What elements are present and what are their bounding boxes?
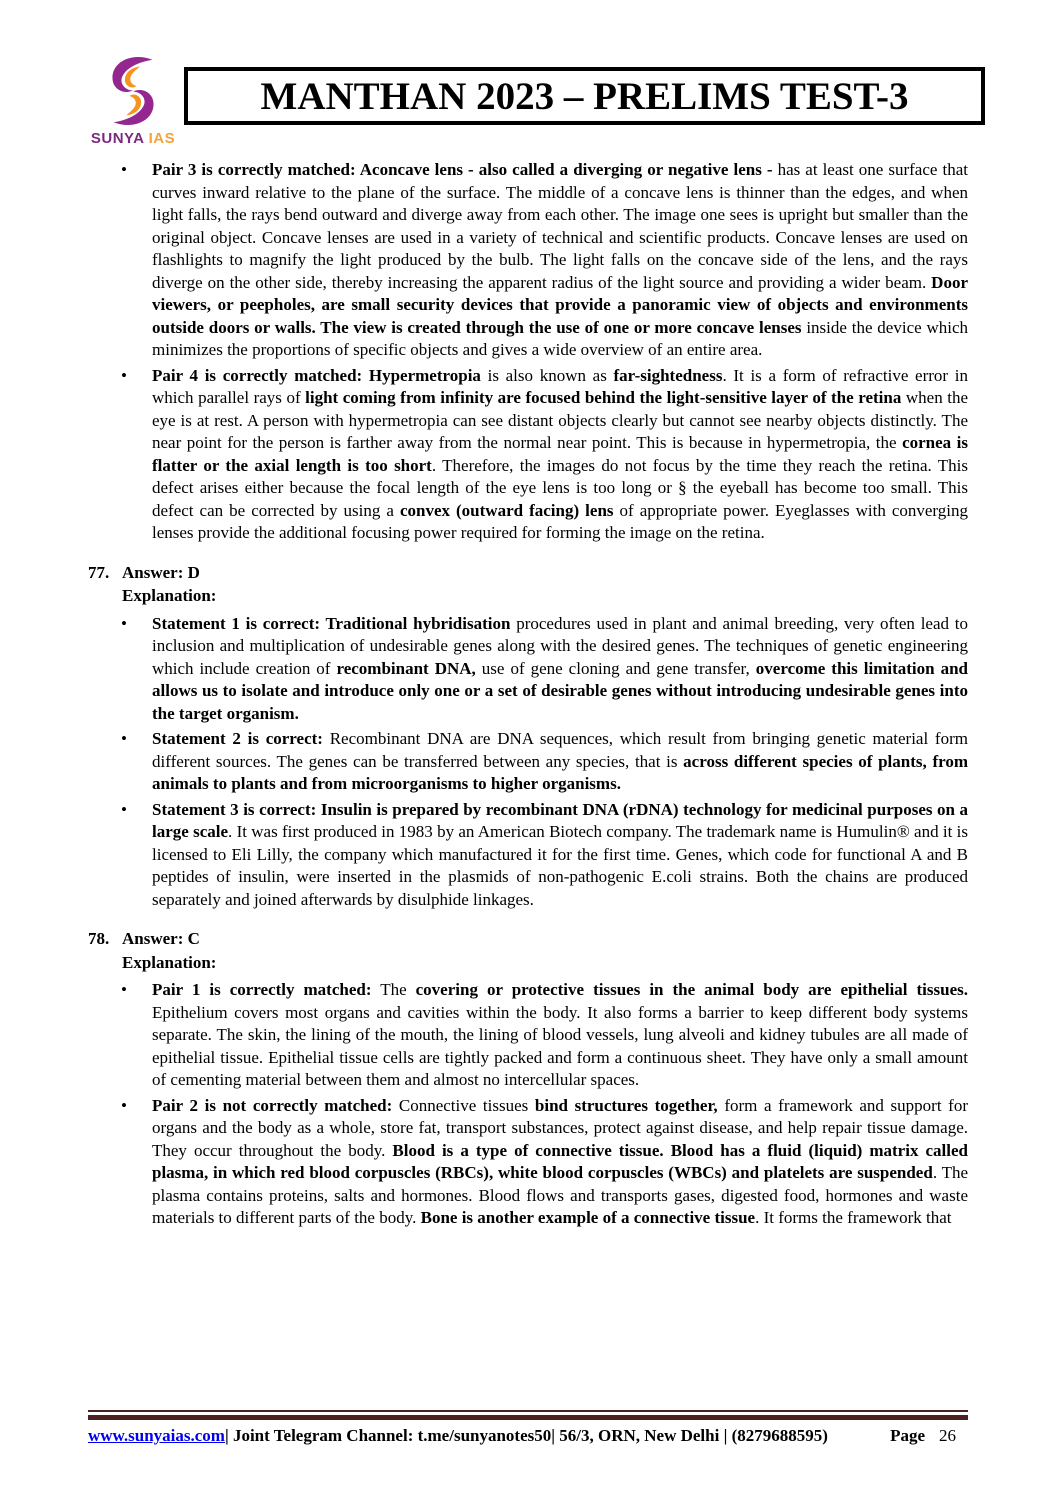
question-number: 78. <box>88 929 110 948</box>
list-item <box>152 799 968 912</box>
list-item <box>152 365 968 545</box>
footer-text-line <box>88 1425 968 1447</box>
list-item <box>152 613 968 726</box>
answer-text: Answer: C <box>122 929 200 948</box>
list-item <box>152 1095 968 1230</box>
question-header <box>88 562 968 585</box>
paragraph: Statement 1 is correct: Traditional hybridisation procedures used in plant and animal breeding, very often lead to inclusion and multiplication of undesirable genes along with the desired genes. The techniques of genetic engineering which include creation of recombinant DNA, use of gene cloning and gene transfer, overcome this limitation and allows us to isolate and introduce only one or a set of desirable genes without introducing undesirable genes into the target organism. <box>152 613 968 723</box>
paragraph: Statement 2 is correct: Recombinant DNA are DNA sequences, which result from bringing genetic material form different sources. The genes can be transferred between any species, that is across different species of plants, from animals to plants and from microorganisms to higher organisms. <box>152 729 969 793</box>
list-item <box>152 159 968 362</box>
explanation-label: Explanation: <box>122 952 217 972</box>
paragraph: Pair 4 is correctly matched: Hypermetropia is also known as far-sightedness. It is a form of refractive error in which parallel rays of light coming from infinity are focused behind the light-sensitive layer of the retina when the eye is at rest. A person with hypermetropia can see distant objects clearly but cannot see nearby objects distinctly. The near point for the person is farther away from the normal near point. This is because in hypermetropia, the cornea is flatter or the axial length is too short. Therefore, the images do not focus by the time they reach the retina. This defect arises either because the focal length of the eye lens is too long or § the eyeball has become too small. This defect can be corrected by using a convex (outward facing) lens of appropriate power. Eyeglasses with converging lenses provide the additional focusing power required for forming the image on the retina. <box>152 365 969 542</box>
paragraph: Pair 2 is not correctly matched: Connective tissues bind structures together, form a framework and support for organs and the body as a whole, store fat, transport substances, protect against disease, and help repair tissue damage. They occur throughout the body. Blood is a type of connective tissue. Blood has a fluid (liquid) matrix called plasma, in which red blood corpuscles (RBCs), white blood corpuscles (WBCs) and platelets are suspended. The plasma contains proteins, salts and hormones. Blood flows and transports gases, digested food, hormones and waste materials to different parts of the body. Bone is another example of a connective tissue. It forms the framework that <box>152 1095 968 1227</box>
paragraph: Pair 1 is correctly matched: The covering or protective tissues in the animal body are epithelial tissues. Epithelium covers most organs and cavities within the body. It also forms a barrier to keep different body systems separate. The skin, the lining of the mouth, the lining of blood vessels, lung alveoli and kidney tubules are all made of epithelial tissue. Epithelial tissue cells are tightly packed and form a continuous sheet. They have only a small amount of cementing material between them and almost no intercellular spaces. <box>152 980 968 1089</box>
footer-rule-thick <box>88 1415 968 1420</box>
brand-name <box>90 130 176 147</box>
page-header <box>0 0 1058 147</box>
explanation-bullet-list <box>88 979 968 1230</box>
explanation-label: Explanation: <box>122 586 217 605</box>
paragraph: Statement 3 is correct: Insulin is prepared by recombinant DNA (rDNA) technology for medicinal purposes on a large scale. It was first produced in 1983 by an American Biotech company. The trademark name is Humulin® and it is licensed to Eli Lilly, the company which manufactured it for the first time. Genes, which code for functional A and B peptides of insulin, were inserted in the plasmids of non-pathogenic E.coli strains. Both the chains are produced separately and joined afterwards by disulphide linkages. <box>152 799 968 909</box>
explanation-bullet-list <box>88 613 968 912</box>
question-block-78 <box>88 928 968 1230</box>
page-title-box <box>184 67 985 125</box>
paragraph: Pair 3 is correctly matched: Aconcave lens - also called a diverging or negative lens - has at least one surface that curves inward relative to the plane of the surface. The middle of a concave lens is thinner than the edges, and when light falls, the rays bend outward and diverge away from each other. The image one sees is upright but smaller than the original object. Concave lenses are used in a variety of technical and scientific products. Concave lenses are used on flashlights to magnify the light produced by the bulb. The light falls on the concave side of the lens, and the rays diverge on the other side, thereby increasing the apparent radius of the light source and providing a wider beam. Door viewers, or peepholes, are small security devices that provide a panoramic view of objects and environments outside doors or walls. The view is created through the use of one or more concave lenses inside the device which minimizes the proportions of specific objects and gives a wide overview of an entire area. <box>152 160 968 359</box>
page-label: Page <box>890 1426 925 1445</box>
website-link[interactable]: www.sunyaias.com <box>88 1426 225 1445</box>
list-item <box>152 728 968 796</box>
brand-name-primary: SUNYA <box>90 130 144 147</box>
page-footer <box>88 1410 968 1447</box>
intro-bullet-list <box>88 159 968 545</box>
question-block-77 <box>88 562 968 912</box>
sunya-swirl-icon <box>98 54 168 128</box>
answer-text: Answer: D <box>122 562 200 582</box>
list-item <box>152 979 968 1092</box>
footer-contact <box>88 1425 872 1447</box>
question-header <box>88 928 968 951</box>
page-title: MANTHAN 2023 – PRELIMS TEST-3 <box>260 74 909 118</box>
footer-text: | Joint Telegram Channel: t.me/sunyanotes50| 56/3, ORN, New Delhi | (8279688595) <box>224 1426 828 1445</box>
page-number: 26 <box>939 1426 956 1445</box>
question-number: 77. <box>88 562 110 582</box>
document-body <box>0 147 1058 1230</box>
brand-logo <box>90 54 176 147</box>
brand-name-secondary: IAS <box>148 130 176 147</box>
